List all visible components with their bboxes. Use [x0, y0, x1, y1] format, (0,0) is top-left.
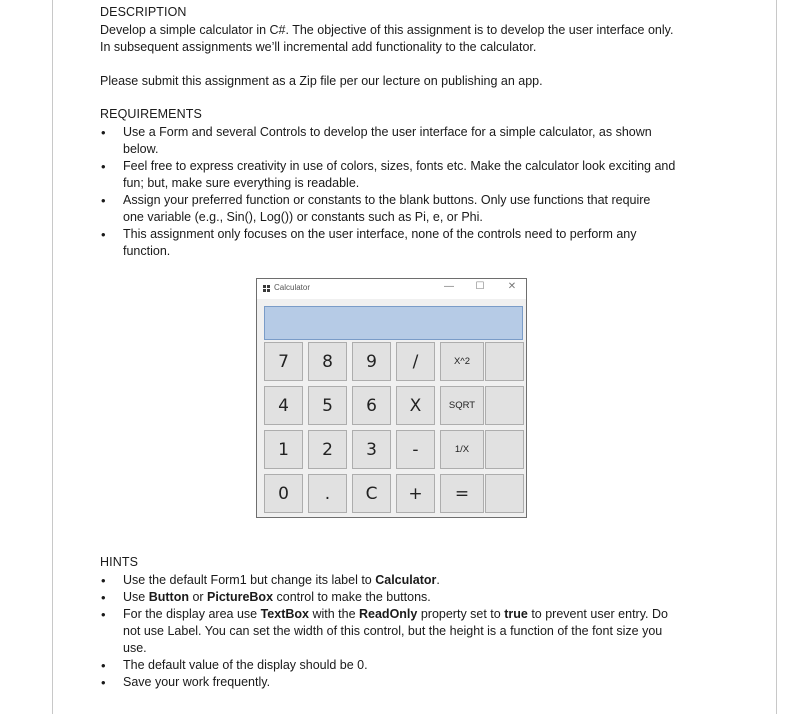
- key-8[interactable]: 8: [308, 342, 347, 381]
- key-4[interactable]: 4: [264, 386, 303, 425]
- key-clear[interactable]: C: [352, 474, 391, 513]
- hint-item: • The default value of the display should be 0.: [101, 658, 368, 673]
- requirements-list: [100, 124, 700, 260]
- bullet-icon: •: [101, 227, 106, 242]
- key-5[interactable]: 5: [308, 386, 347, 425]
- key-subtract[interactable]: -: [396, 430, 435, 469]
- key-9[interactable]: 9: [352, 342, 391, 381]
- key-square[interactable]: X^2: [440, 342, 484, 381]
- calculator-window: [256, 278, 527, 518]
- hint-item: • Use Button or PictureBox control to make the buttons.: [101, 590, 431, 605]
- key-1[interactable]: 1: [264, 430, 303, 469]
- key-add[interactable]: +: [396, 474, 435, 513]
- key-reciprocal[interactable]: 1/X: [440, 430, 484, 469]
- bullet-icon: •: [101, 125, 106, 140]
- hints-heading: HINTS: [100, 555, 138, 569]
- key-blank[interactable]: [485, 474, 524, 513]
- key-blank[interactable]: [485, 430, 524, 469]
- calculator-display[interactable]: [264, 306, 523, 340]
- description-line-2: In subsequent assignments we’ll incremental add functionality to the calculator.: [100, 40, 537, 54]
- key-3[interactable]: 3: [352, 430, 391, 469]
- key-decimal[interactable]: .: [308, 474, 347, 513]
- requirement-item: • Assign your preferred function or constants to the blank buttons. Only use functions that require one variable (e.g., Sin(), Log()) or constants such as Pi, e, or Phi.: [101, 193, 651, 224]
- key-0[interactable]: 0: [264, 474, 303, 513]
- key-2[interactable]: 2: [308, 430, 347, 469]
- hint-item: • Save your work frequently.: [101, 675, 271, 690]
- minimize-icon[interactable]: —: [444, 281, 454, 292]
- window-title: Calculator: [274, 283, 311, 292]
- hint-item: • Use the default Form1 but change its label to Calculator.: [101, 573, 440, 588]
- key-7[interactable]: 7: [264, 342, 303, 381]
- bullet-icon: •: [101, 607, 106, 622]
- key-blank[interactable]: [485, 342, 524, 381]
- key-multiply[interactable]: X: [396, 386, 435, 425]
- key-divide[interactable]: /: [396, 342, 435, 381]
- key-equals[interactable]: =: [440, 474, 484, 513]
- requirement-item: • This assignment only focuses on the user interface, none of the controls need to perform any function.: [101, 227, 637, 258]
- page-edge-right: [776, 0, 777, 714]
- hints-list: [100, 572, 700, 691]
- bullet-icon: •: [101, 590, 106, 605]
- requirement-item: • Feel free to express creativity in use of colors, sizes, fonts etc. Make the calculator look exciting and fun; but, make sure everything is readable.: [101, 159, 676, 190]
- hint-item: • For the display area use TextBox with the ReadOnly property set to true to prevent user entry. Do not use Label. You can set the width of this control, but the height is a function of the font size you use.: [101, 607, 668, 655]
- bullet-icon: •: [101, 658, 106, 673]
- requirements-heading: REQUIREMENTS: [100, 107, 202, 121]
- close-icon[interactable]: ✕: [507, 281, 517, 292]
- app-icon: [263, 285, 271, 293]
- bullet-icon: •: [101, 159, 106, 174]
- requirement-item: • Use a Form and several Controls to develop the user interface for a simple calculator, as shown below.: [101, 125, 652, 156]
- maximize-icon[interactable]: ☐: [475, 281, 485, 292]
- title-bar[interactable]: [257, 279, 526, 299]
- bullet-icon: •: [101, 573, 106, 588]
- key-6[interactable]: 6: [352, 386, 391, 425]
- key-sqrt[interactable]: SQRT: [440, 386, 484, 425]
- description-heading: DESCRIPTION: [100, 5, 187, 19]
- submit-instructions: Please submit this assignment as a Zip file per our lecture on publishing an app.: [100, 74, 543, 88]
- bullet-icon: •: [101, 675, 106, 690]
- key-blank[interactable]: [485, 386, 524, 425]
- bullet-icon: •: [101, 193, 106, 208]
- description-line-1: Develop a simple calculator in C#. The objective of this assignment is to develop the user interface only.: [100, 23, 674, 37]
- page-edge-left: [52, 0, 53, 714]
